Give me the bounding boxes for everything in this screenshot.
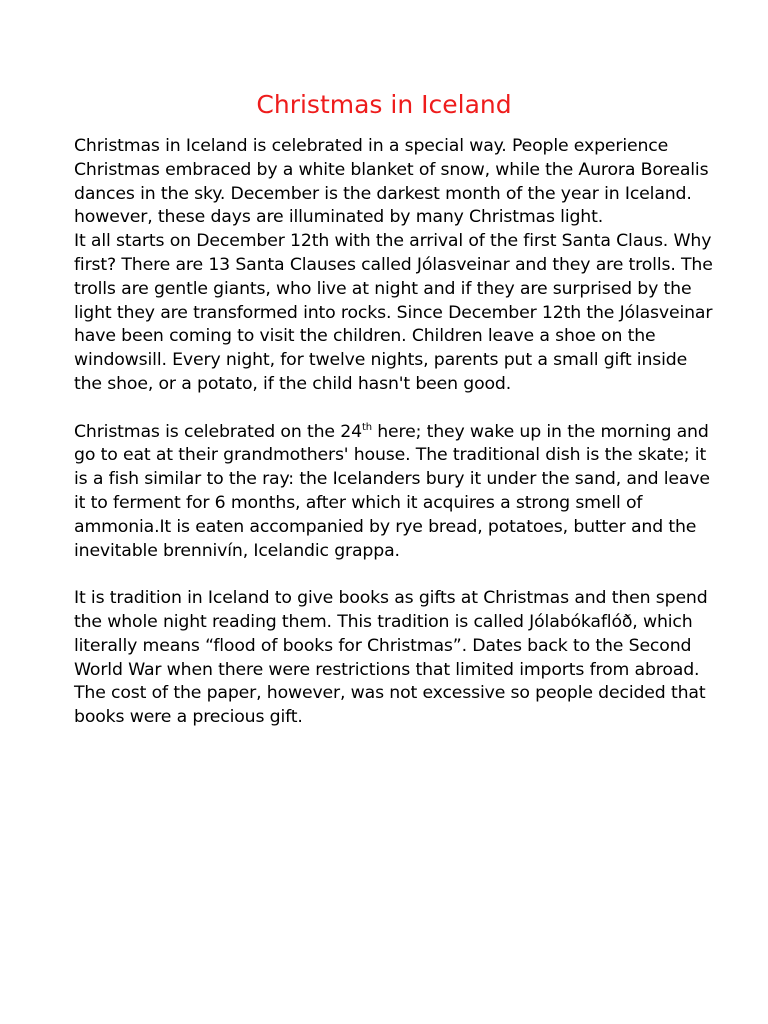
paragraph-christmas-day-start: Christmas is celebrated on the 24 [74, 421, 362, 442]
paragraph-spacer [74, 397, 714, 421]
document-title: Christmas in Iceland [256, 90, 512, 119]
paragraph-christmas-day [74, 421, 714, 564]
document-body [74, 135, 714, 730]
paragraph-christmas-day-rest: here; they wake up in the morning and go to eat at their grandmothers' house. The traditional dish is the skate; it is a fish similar to the ray: the Icelanders bury it under the sand, and leave it to ferment for 6 months, after which it acquires a strong smell of ammonia.It is eaten accompanied by rye bread, potatoes, butter and the inevitable brennivín, Icelandic grappa. [74, 421, 710, 561]
ordinal-superscript: th [361, 421, 372, 433]
paragraph-intro: Christmas in Iceland is celebrated in a special way. People experience Christmas embraced by a white blanket of snow, while the Aurora Borealis dances in the sky. December is the darkest month of the year in Iceland. however, these days are illuminated by many Christmas light. [74, 136, 709, 228]
paragraph-santa-claus: It all starts on December 12th with the arrival of the first Santa Claus. Why first? There are 13 Santa Clauses called Jólasveinar and they are trolls. The trolls are gentle giants, who live at night and if they are surprised by the light they are transformed into rocks. Since December 12th the Jólasveinar have been coming to visit the children. Children leave a shoe on the windowsill. Every night, for twelve nights, parents put a small gift inside the shoe, or a potato, if the child hasn't been good. [74, 231, 713, 394]
paragraph-book-flood: It is tradition in Iceland to give books as gifts at Christmas and then spend the whole night reading them. This tradition is called Jólabókaflóð, which literally means “flood of books for Christmas”. Dates back to the Second World War when there were restrictions that limited imports from abroad. The cost of the paper, however, was not excessive so people decided that books were a precious gift. [74, 588, 708, 728]
paragraph-spacer [74, 563, 714, 587]
